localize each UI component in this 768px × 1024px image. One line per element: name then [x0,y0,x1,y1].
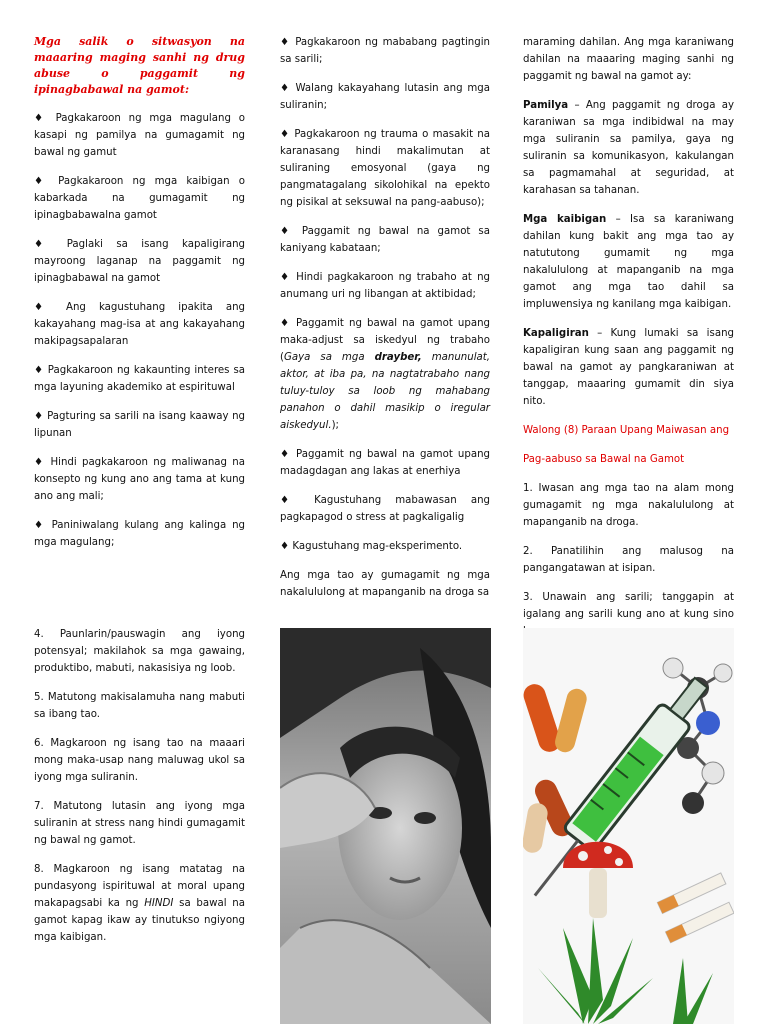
text-span: ); [331,420,339,431]
paragraph-kaibigan [523,211,734,313]
drugs-illustration [523,628,734,1024]
text-span: sa bawal na gamot kapag ikaw ay tinutukso ngiyong mga kaibigan. [34,898,245,943]
text-span: – Ang paggamit ng droga ay karaniwan sa mga indibidwal na may mga suliranin sa pamilya, gaya ng suliranin sa komunikasyon, kakulangan sa pagmamahal at seguridad, at karahasan sa tahanan. [523,100,734,196]
list-item: ♦ Pagkakaroon ng mga magulang o kasapi ng pamilya na gumagamit ng bawal ng gamut [34,113,245,158]
list-item-work-schedule [280,315,490,434]
distressed-woman-photo [280,628,491,1024]
list-item: ♦ Pagkakaroon ng mga kaibigan o kabarkada na gumagamit ng ipinagbabawalna gamot [34,176,245,221]
list-item: 7. Matutong lutasin ang iyong mga suliranin at stress nang hindi gumagamit ng bawal ng gamot. [34,801,245,846]
list-item: 4. Paunlarin/pauswagin ang iyong potensyal; makilahok sa mga gawaing, produktibo, mabuti, nakasisiya ng loob. [34,629,245,674]
list-item: ♦ Pagturing sa sarili na isang kaaway ng lipunan [34,411,245,439]
list-item: ♦ Kagustuhang mag-eksperimento. [280,541,463,552]
list-item: ♦ Pagkakaroon ng kakaunting interes sa mga layuning akademiko at espirituwal [34,365,245,393]
term-label: Mga kaibigan [523,214,607,225]
text-span: – Isa sa karaniwang dahilan kung bakit ang mga tao ay natututong gumamit ng mga nakalululong at mapanganib na mga gamot ang mga tao dahil sa impluwensiya ng kanilang mga kaibigan. [523,214,734,310]
text-span: 8. Magkaroon ng isang matatag na pundasyong ispirituwal at moral upang makapagsabi ka ng [34,864,245,909]
list-item: ♦ Pagkakaroon ng trauma o masakit na karanasang hindi makalimutan at suliraning emosyonal (gaya ng pangmatagalang sikolohikal na epekto ng pisikal at seksuwal na pang-aabuso); [280,129,490,208]
list-item: ♦ Hindi pagkakaroon ng trabaho at ng anumang uri ng libangan at aktibidad; [280,272,490,300]
list-item: ♦ Kagustuhang mabawasan ang pagkapagod o stress at pagkaligalig [280,495,490,523]
paragraph-kapaligiran [523,325,734,410]
text-span: HINDI [144,898,174,909]
term-label: Kapaligiran [523,328,589,339]
text-span: ♦ Paggamit ng bawal na gamot upang maka-adjust sa iskedyul ng trabaho ( [280,318,490,363]
list-item-step-8 [34,861,245,946]
list-item: ♦ Paglaki sa isang kapaligirang mayroong laganap na paggamit ng ipinagbabawal na gamot [34,239,245,284]
section-heading: Mga salik o sitwasyon na maaaring maging sanhi ng drug abuse o paggamit ng ipinagbabawal na gamot: [34,35,245,96]
term-label: Pamilya [523,100,569,111]
column-2 [280,34,490,613]
list-item: 1. Iwasan ang mga tao na alam mong gumagamit ng mga nakalululong at mapanganib na droga. [523,483,734,528]
text-span: manunulat, aktor, at iba pa, na nagtatrabaho nang tuluy-tuloy sa loob ng mahabang panahon o dahil masikip o iregular aiskedyul. [280,352,490,431]
section-heading-line-1: Walong (8) Paraan Upang Maiwasan ang [523,425,730,436]
column-4 [34,626,245,958]
list-item: ♦ Paniniwalang kulang ang kalinga ng mga magulang; [34,520,245,548]
closing-paragraph: Ang mga tao ay gumagamit ng mga nakalululong at mapanganib na droga sa [280,570,490,598]
column-3 [523,34,734,652]
list-item: 6. Magkaroon ng isang tao na maaari mong maka-usap nang maluwag ukol sa iyong mga suliranin. [34,738,245,783]
intro-paragraph: maraming dahilan. Ang mga karaniwang dahilan na maaaring maging sanhi ng paggamit ng bawal na gamot ay: [523,37,734,82]
text-span: – Kung lumaki sa isang kapaligiran kung saan ang paggamit ng bawal na gamot ay pangkaraniwan at tanggap, maaaring gumamit din siya nito. [523,328,734,407]
text-span: drayber, [374,352,422,363]
list-item: 2. Panatilihin ang malusog na pangangatawan at isipan. [523,546,734,574]
list-item: ♦ Pagkakaroon ng mababang pagtingin sa sarili; [280,37,490,65]
section-heading-line-2: Pag-aabuso sa Bawal na Gamot [523,454,685,465]
list-item: ♦ Paggamit ng bawal na gamot sa kaniyang kabataan; [280,226,490,254]
column-1 [34,34,245,563]
list-item: 3. Unawain ang sarili; tanggapin at igalang ang sarili kung ano at kung sino [523,592,734,620]
list-item: ♦ Paggamit ng bawal na gamot upang madagdagan ang lakas at enerhiya [280,449,490,477]
text-span: Gaya sa mga [283,352,375,363]
paragraph-pamilya [523,97,734,199]
list-item: ♦ Hindi pagkakaroon ng maliwanag na konsepto ng kung ano ang tama at kung ano ang mali; [34,457,245,502]
list-item: ♦ Walang kakayahang lutasin ang mga suliranin; [280,83,490,111]
list-item: 5. Matutong makisalamuha nang mabuti sa ibang tao. [34,692,245,720]
list-item: ♦ Ang kagustuhang ipakita ang kakayahang mag-isa at ang kakayahang makipagsapalaran [34,302,245,347]
